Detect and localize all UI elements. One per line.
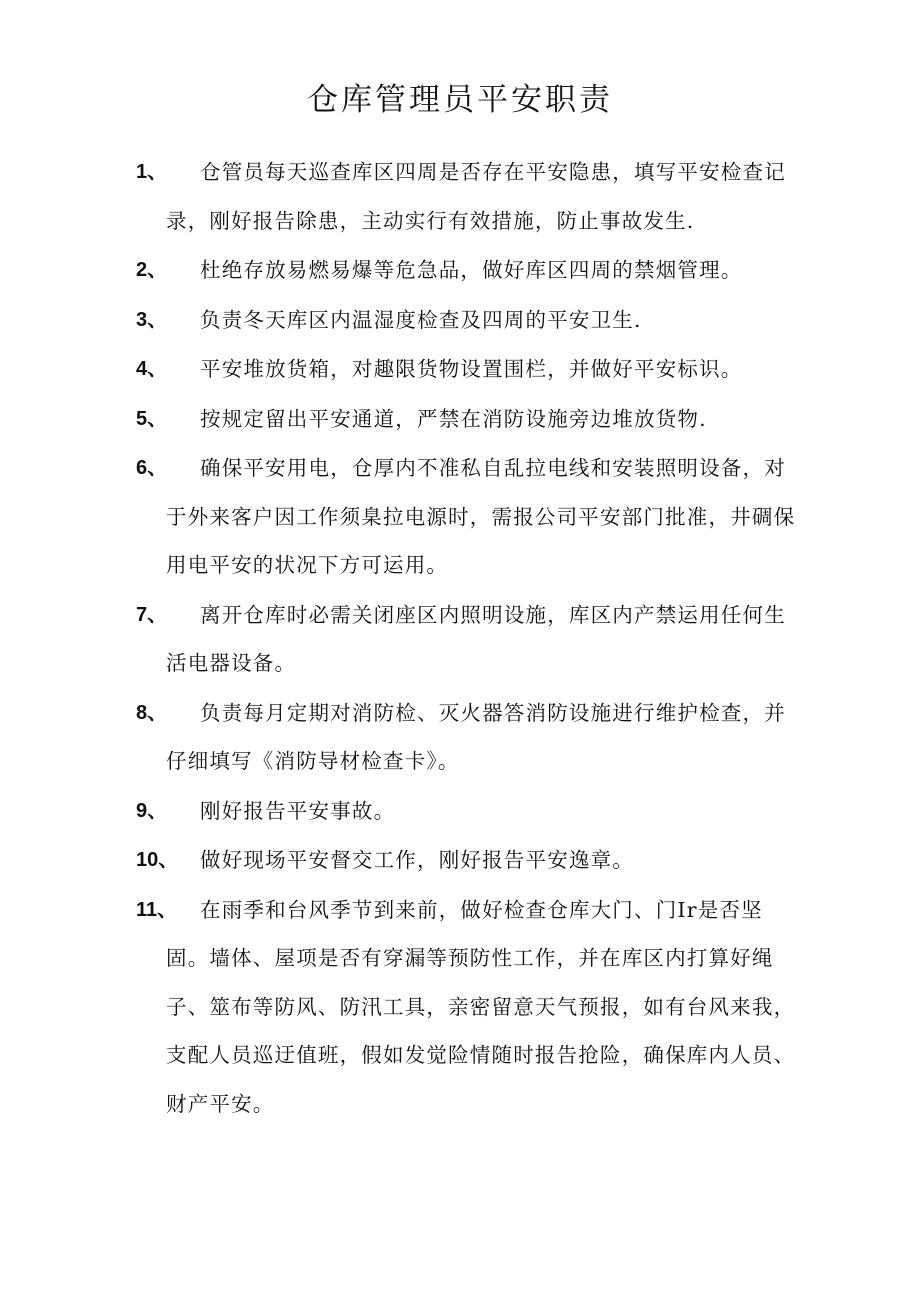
duty-item-number: 1、 xyxy=(136,161,168,183)
duty-item xyxy=(136,148,796,245)
duty-item-number: 3、 xyxy=(136,308,168,331)
duty-item-number: 2、 xyxy=(136,259,168,281)
duty-item xyxy=(136,591,796,688)
duty-item xyxy=(136,836,796,885)
duty-item-number: 10、 xyxy=(136,849,179,871)
duty-item xyxy=(136,787,796,836)
duty-item-text: 平安堆放货箱，对趣限货物设置围栏，并做好平安标识。 xyxy=(200,357,743,381)
duty-item-text: 负责冬天库区内温湿度检查及四周的平安卫生. xyxy=(200,307,642,332)
document-title: 仓库管理员平安职责 xyxy=(307,82,613,118)
duty-item xyxy=(136,246,796,295)
duty-item xyxy=(136,444,796,590)
duty-item-text: 负责每月定期对消防检、灭火器答消防设施进行维护检查，并仔细填写《消防导材检查卡》。 xyxy=(166,700,786,773)
duty-item xyxy=(136,296,796,345)
duty-item xyxy=(136,689,796,786)
duty-item-text: 确保平安用电，仓厚内不准私自乱拉电线和安装照明设备，对于外来客户因工作须臬拉电源时，需报公司平安部门批准，井碉保用电平安的状况下方可运用。 xyxy=(166,456,796,577)
duty-item-number: 11、 xyxy=(136,898,178,921)
duty-item-text: 刚好报告平安事故。 xyxy=(200,798,396,823)
duty-item-number: 7、 xyxy=(136,603,168,626)
duty-item-text: 仓管员每天巡查库区四周是否存在平安隐患，填写平安检查记录，刚好报告除患，主动实行有效措施，防止事故发生. xyxy=(166,160,786,233)
duty-item xyxy=(136,886,796,1129)
duty-item-number: 6、 xyxy=(136,457,168,479)
duty-item-text: 离开仓库时必需关闭座区内照明设施，库区内产禁运用任何生活电器设备。 xyxy=(166,602,786,675)
duty-item-number: 8、 xyxy=(136,701,168,724)
duty-list xyxy=(136,148,796,1129)
duty-item xyxy=(136,345,796,394)
duty-item-number: 5、 xyxy=(136,407,168,430)
duty-item-text: 按规定留出平安通道，严禁在消防设施旁边堆放货物. xyxy=(200,406,707,431)
duty-item-number: 4、 xyxy=(136,358,168,380)
duty-item-text: 做好现场平安督交工作，刚好报告平安逸章。 xyxy=(200,848,634,872)
duty-item-text: 杜绝存放易燃易爆等危急品，做好库区四周的禁烟管理。 xyxy=(200,258,743,282)
duty-item-number: 9、 xyxy=(136,799,168,822)
duty-item xyxy=(136,395,796,444)
duty-item-text: 在雨季和台风季节到来前，做好检查仓库大门、门Ir是否坚固。墙体、屋项是否有穿漏等预防性工作，并在库区内打算好绳子、筮布等防风、防汛工具，亲密留意天气预报，如有台风来我，支配人员巡迂值班，假如发觉险情随时报告抢险，确保库内人员、财产平安。 xyxy=(166,897,796,1116)
